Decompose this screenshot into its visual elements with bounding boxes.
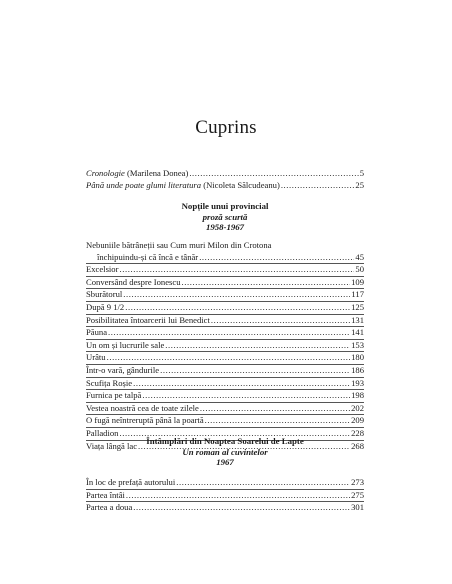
toc-entry	[86, 327, 364, 340]
entry-title-italic: Cronologie	[86, 168, 125, 178]
toc-entry	[86, 315, 364, 328]
toc-entry	[86, 378, 364, 391]
section-heading-2	[86, 436, 364, 468]
entry-title: Urâtu	[86, 352, 106, 363]
leader-dots	[182, 277, 351, 289]
leader-dots	[133, 502, 350, 514]
toc-entry	[86, 502, 364, 514]
section-subtitle: proză scurtă	[202, 211, 248, 222]
entry-page: 50	[355, 264, 364, 275]
entry-page: 5	[359, 168, 364, 178]
page-title: Cuprins	[195, 117, 257, 138]
toc-entry	[86, 264, 364, 277]
entry-page: 273	[351, 477, 364, 487]
leader-dots	[205, 415, 350, 427]
entry-title: Viața lângă lac	[86, 440, 138, 451]
entry-title-italic: Până unde poate glumi literatura	[86, 179, 202, 190]
leader-dots	[125, 302, 350, 314]
entry-title: Partea a doua	[86, 502, 133, 513]
toc-entry	[86, 415, 364, 428]
entry-page: 153	[351, 339, 364, 350]
leader-dots	[211, 315, 350, 327]
leader-dots	[160, 365, 350, 377]
entry-title: Un om și lucrurile sale	[86, 339, 165, 350]
entry-page: 202	[351, 402, 364, 413]
toc-entry	[86, 252, 364, 265]
section-title: Nopțile unui provincial	[181, 201, 269, 211]
leader-dots	[108, 327, 350, 339]
section2-list	[86, 477, 364, 514]
entry-page: 109	[351, 276, 364, 287]
entry-title: Scufița Roșie	[86, 377, 133, 388]
entry-title: Într-o vară, gândurile	[86, 364, 160, 375]
entry-page: 45	[355, 251, 364, 262]
toc-entry	[86, 352, 364, 365]
entry-title: Conversând despre Ionescu	[86, 276, 181, 287]
entry-title: Vestea noastră cea de toate zilele	[86, 402, 199, 413]
entry-title: Excelsior	[86, 264, 119, 275]
toc-entry	[86, 289, 364, 302]
leader-dots	[281, 180, 355, 192]
leader-dots	[123, 289, 350, 301]
entry-page: 193	[351, 377, 364, 388]
leader-dots	[107, 352, 351, 364]
toc-entry	[86, 490, 364, 503]
entry-page: 180	[351, 352, 364, 363]
toc-entry	[86, 168, 364, 180]
leader-dots	[119, 264, 354, 276]
entry-title: închipuindu-și că încă e tânăr	[97, 251, 199, 262]
entry-page: 141	[351, 327, 364, 338]
entry-title: În loc de prefață autorului	[86, 477, 176, 487]
entry-page: 25	[355, 179, 364, 190]
entry-page: 131	[351, 314, 364, 325]
entry-page: 198	[351, 390, 364, 401]
entry-author: (Nicoleta Sălcudeanu)	[201, 179, 280, 190]
section-title: Întâmplări din Noaptea Soarelui de Lapte	[146, 436, 304, 446]
entry-title: O fugă neîntreruptă până la poartă	[86, 415, 204, 426]
entry-page: 125	[351, 301, 364, 312]
toc-entry	[86, 403, 364, 416]
section-years: 1967	[216, 457, 234, 467]
leader-dots	[189, 168, 358, 180]
section-subtitle: Un roman al cuvintelor	[182, 446, 268, 457]
leader-dots	[126, 490, 350, 502]
toc-entry	[86, 180, 364, 192]
toc-entry	[86, 477, 364, 490]
leader-dots	[176, 477, 350, 489]
leader-dots	[133, 378, 350, 390]
entry-page: 268	[351, 440, 364, 451]
entry-page: 275	[351, 489, 364, 500]
section1-list	[86, 240, 364, 452]
toc-entry	[86, 365, 364, 378]
section-heading-1	[86, 201, 364, 233]
leader-dots	[199, 252, 354, 264]
toc-entry	[86, 340, 364, 353]
entry-page: 209	[351, 415, 364, 426]
toc-entry	[86, 302, 364, 315]
entry-title: Palladion	[86, 427, 119, 438]
leader-dots	[142, 390, 350, 402]
toc-entry	[86, 390, 364, 403]
entry-page: 301	[351, 502, 364, 513]
entry-title: Furnica pe talpă	[86, 390, 142, 401]
entry-title: Partea întâi	[86, 489, 125, 500]
entry-page: 186	[351, 364, 364, 375]
entry-author: (Marilena Donea)	[124, 168, 189, 178]
section-years: 1958-1967	[205, 222, 245, 232]
entry-page: 117	[351, 289, 364, 300]
entry-title: Păuna	[86, 327, 108, 338]
intro-list	[86, 168, 364, 191]
toc-entry-line: Nebuniile bătrâneții sau Cum muri Milon din Crotona	[86, 240, 272, 250]
leader-dots	[165, 340, 350, 352]
toc-entry	[86, 277, 364, 290]
leader-dots	[200, 403, 350, 415]
entry-title: Posibilitatea întoarcerii lui Benedict	[86, 314, 210, 325]
entry-title: Sburătorul	[86, 289, 123, 300]
entry-title: După 9 1/2	[86, 301, 125, 312]
entry-page: 228	[351, 427, 364, 438]
